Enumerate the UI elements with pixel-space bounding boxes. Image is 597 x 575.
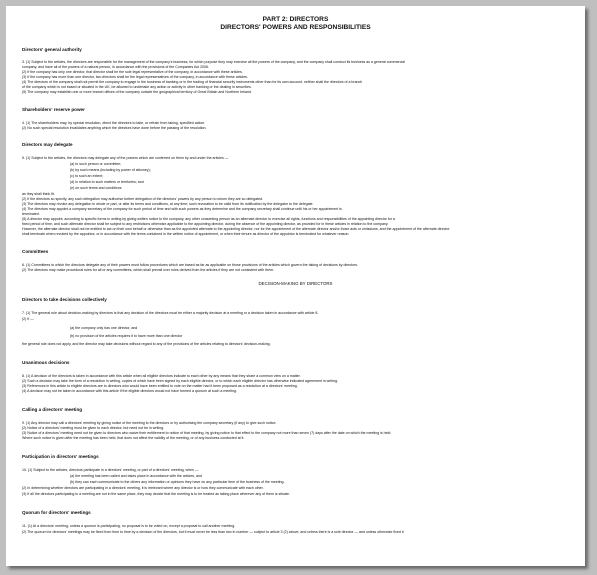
paragraph-line: (2) Notice of a directors' meeting must be given to each director, but need not be in writing. [22, 426, 165, 430]
section-title: DIRECTORS' POWERS AND RESPONSIBILITIES [220, 24, 371, 31]
paragraph-line: (4) A decision may not be taken in accordance with this article if the eligible directors would not have formed a quorum at such a meeting. [22, 389, 237, 393]
paragraph-line: of the company which is not based or situated in the UK, be allowed to undertake any action or activity in other banking or the dealing in securities. [22, 85, 252, 89]
list-item: (b) they can each communicate to the others any information or opinions they have on any particular item of the business of the meeting. [70, 480, 285, 484]
paragraph-line: 7. (1) The general rule about decision-making by directors is that any decision of the directors must be either a majority decision at a meeting or a decision taken in accordance with article 8. [22, 311, 319, 315]
paragraph-line: fixed period of time, and such alternate director shall be subject to any restrictions otherwise applicable to the appointing director, during the absence of the appointing director, as provided for in these articles in relation to the company. [22, 222, 389, 226]
paragraph-line: 8. (1) A decision of the directors is taken in accordance with this article when all eligible directors indicate to each other by any means that they share a common view on a matter. [22, 374, 301, 378]
paragraph-line: (3) References in this article to eligible directors are to directors who would have been entitled to vote on the matter had it been proposed as a resolution at a directors' meeting. [22, 384, 298, 388]
heading-committees: Committees [22, 249, 49, 254]
list-item: (a) the company only has one director, and [70, 326, 138, 330]
list-item: (b) no provision of the articles requires it to have more than one director [70, 334, 183, 338]
paragraph-line: 11. (1) At a directors' meeting, unless a quorum is participating, no proposal is to be voted on, except a proposal to call another meeting. [22, 524, 236, 528]
list-item: (d) in relation to such matters or territories; and [70, 180, 144, 184]
paragraph-line: (2) Such a decision may take the form of a resolution in writing, copies of which have been signed by each eligible director, or to which each eligible director has otherwise indicated agreement in writing. [22, 379, 338, 383]
list-item: (e) on such terms and conditions [70, 186, 122, 190]
list-item: (b) by such means (including by power of attorney); [70, 168, 151, 172]
heading-delegate: Directors may delegate [22, 142, 73, 147]
paragraph-line: (4) The directors of the company shall not permit the company to engage in the business of banking or in the trading of financial security instruments other than for its own account, neither shall the directors of a branch [22, 80, 363, 84]
paragraph-line: (2) No such special resolution invalidates anything which the directors have done before the passing of the resolution. [22, 126, 207, 130]
paragraph-line: (5) The company may establish one or more branch offices of the company outside the geographical territory of Great Britain and Northern Ireland. [22, 90, 252, 94]
paragraph-line: (2) If the company has only one director, that director shall be the sole legal representative of the company, in accordance with these articles. [22, 70, 243, 74]
list-item: (a) to such person or committee; [70, 162, 122, 166]
part-title: PART 2: DIRECTORS [262, 16, 329, 23]
paragraph-line: as they shall think fit. [22, 192, 55, 196]
paragraph-line: terminated. [22, 212, 40, 216]
part-subheading: DECISION-MAKING BY DIRECTORS [258, 281, 333, 286]
paragraph-line: 3. (1) Subject to the articles, the directors are responsible for the management of the company's business, for which purpose they may exercise all the powers of the company, and the company shall conduct its business as a general commercial [22, 60, 405, 64]
list-item: (a) the meeting has been called and takes place in accordance with the articles, and [70, 474, 202, 478]
paragraph-line: (3) If all the directors participating in a meeting are not in the same place, they may decide that the meeting is to be treated as taking place wherever any of them is situate. [22, 492, 290, 496]
paragraph-line: (3) The directors may revoke any delegation in whole or part, or alter its terms and conditions, at any time; such revocation to be valid from its notification by the delegator to the delegate. [22, 202, 314, 206]
paragraph-line: However, the alternate director shall not be entitled to act on their own behalf or otherwise than as the appointed alternate to the appointing director, nor for the appointment of the alternate director and/or those acts or omissions, and the appointment of the alternate director [22, 227, 450, 231]
heading-unanimous: Unanimous decisions [22, 360, 70, 365]
paragraph-line: (3) Notice of a directors' meeting need not be given to directors who waive their entitlement to notice of that meeting, by giving notice to that effect to the company not more than seven (7) days after the date on which the meeting is held. [22, 431, 392, 435]
paragraph-line: (2) If the directors so specify, any such delegation may authorise further delegation of the directors' powers by any person to whom they are so delegated. [22, 197, 264, 201]
paragraph-line: shall terminate when revoked by the appointor, or in accordance with the terms contained in the written notice of appointment, or when their tenure as director of the appointor is terminated for whatever reason. [22, 232, 350, 236]
paragraph-line: (5) A director may appoint, according to specific forms in writing by giving written notice to the company, any other consenting person as an alternate director to exercise all rights, functions and responsibilities of the appointing director for a [22, 217, 395, 221]
heading-reserve-power: Shareholders' reserve power [22, 107, 85, 112]
paragraph-line: (2) If — [22, 317, 34, 321]
paragraph-line: 10. (1) Subject to the articles, directors participate in a directors' meeting, or part of a directors' meeting, when — [22, 468, 199, 472]
paragraph-line: (2) The quorum for directors' meetings may be fixed from time to time by a decision of the directors, but it must never be less than two in number — subject to article 3 (2) above, and unless there is a sole director — and unless otherwise fixed it [22, 530, 404, 534]
paragraph-line: (4) The directors may appoint a company secretary of the company for such period of time and with such powers as they determine and the company secretary shall continue until his or her appointment is [22, 207, 342, 211]
paragraph-line: 9. (1) Any director may call a directors' meeting by giving notice of the meeting to the directors or by authorising the company secretary (if any) to give such notice. [22, 421, 277, 425]
paragraph-line: (2) In determining whether directors are participating in a directors' meeting, it is irrelevant where any director is or how they communicate with each other. [22, 486, 264, 490]
paragraph-line: 6. (1) Committees to which the directors delegate any of their powers must follow procedures which are based as far as applicable on those provisions of the articles which govern the taking of decisions by directors. [22, 263, 359, 267]
heading-participation: Participation in directors' meetings [22, 454, 99, 459]
paragraph-line: (3) If the company has more than one director, two directors shall be the legal representatives of the company, in accordance with these articles. [22, 75, 248, 79]
document-page [6, 6, 585, 566]
list-item: (c) to such an extent; [70, 174, 104, 178]
heading-collective-decisions: Directors to take decisions collectively [22, 297, 107, 302]
heading-general-authority: Directors' general authority [22, 47, 82, 52]
paragraph-line: company, and have all of the powers of a natural person, in accordance with the provisions of the Companies Act 2006. [22, 65, 209, 69]
paragraph-line: 5. (1) Subject to the articles, the directors may delegate any of the powers which are conferred on them by and under the articles — [22, 156, 229, 160]
paragraph-line: (2) The directors may make procedural rules for all or any committees, which shall prevail over rules derived from the articles if they are not consistent with them. [22, 268, 275, 272]
paragraph-line: 4. (1) The shareholders may, by special resolution, direct the directors to take, or refrain from taking, specified action. [22, 121, 206, 125]
paragraph-line: the general rule does not apply, and the director may take decisions without regard to any of the provisions of the articles relating to directors' decision-making. [22, 342, 271, 346]
heading-quorum: Quorum for directors' meetings [22, 510, 91, 515]
paragraph-line: Where such notice is given after the meeting has been held, that does not affect the validity of the meeting, or of any business conducted at it. [22, 436, 245, 440]
heading-calling-meeting: Calling a directors' meeting [22, 407, 83, 412]
